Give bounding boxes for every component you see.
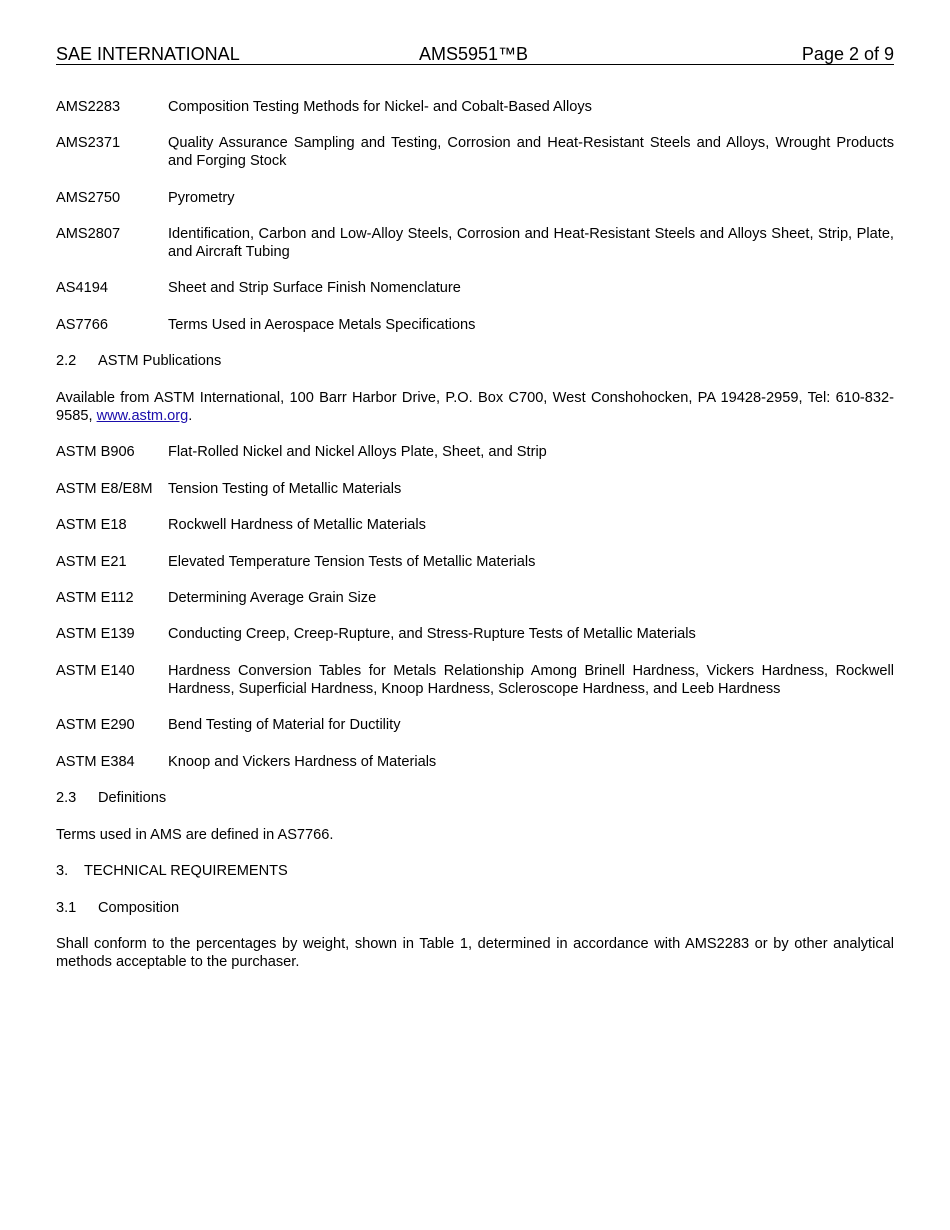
reference-title: Determining Average Grain Size: [168, 590, 377, 606]
reference-code: ASTM E140: [56, 663, 135, 679]
section-number: 3.1: [56, 900, 77, 916]
reference-code: AMS2750: [56, 190, 121, 206]
astm-website-link[interactable]: www.astm.org: [96, 408, 189, 424]
reference-title: Knoop and Vickers Hardness of Materials: [168, 754, 437, 770]
reference-title: Composition Testing Methods for Nickel- and Cobalt-Based Alloys: [168, 99, 592, 115]
header-page-number: Page 2 of 9: [801, 44, 894, 64]
reference-title: Hardness Conversion Tables for Metals Relationship Among Brinell Hardness, Vickers Hardness, Rockwell Hardness, Superficial Hardness, Knoop Hardness, Scleroscope Hardness, and Leeb Hardness: [168, 663, 894, 697]
header-organization: SAE INTERNATIONAL: [56, 44, 240, 64]
page-header: [56, 44, 894, 65]
reference-title: Tension Testing of Metallic Materials: [168, 481, 402, 497]
availability-text: Available from ASTM International, 100 Barr Harbor Drive, P.O. Box C700, West Conshohocken, PA 19428-2959, Tel: 610-832-9585,: [56, 390, 894, 424]
section-number: 2.2: [56, 353, 77, 369]
composition-paragraph: Shall conform to the percentages by weight, shown in Table 1, determined in accordance with AMS2283 or by other analytical methods acceptable to the purchaser.: [56, 936, 894, 970]
section-title: TECHNICAL REQUIREMENTS: [84, 863, 288, 879]
header-document-id: AMS5951™B: [419, 44, 529, 64]
reference-code: ASTM E384: [56, 754, 135, 770]
reference-code: ASTM E21: [56, 554, 127, 570]
section-heading-2-2: [56, 352, 221, 370]
reference-title: Rockwell Hardness of Metallic Materials: [168, 517, 426, 533]
reference-code: AS7766: [56, 317, 108, 333]
reference-code: ASTM E112: [56, 590, 134, 606]
reference-title: Bend Testing of Material for Ductility: [168, 717, 401, 733]
reference-title: Conducting Creep, Creep-Rupture, and Stress-Rupture Tests of Metallic Materials: [168, 626, 696, 642]
reference-code: AMS2807: [56, 226, 121, 242]
section-heading-2-3: [56, 789, 166, 807]
reference-code: ASTM E18: [56, 517, 127, 533]
section-title: Definitions: [98, 790, 167, 806]
reference-code: ASTM E8/E8M: [56, 481, 153, 497]
section-title: ASTM Publications: [98, 353, 222, 369]
reference-code: ASTM E139: [56, 626, 135, 642]
section-heading-3-1: [56, 899, 179, 917]
reference-title: Identification, Carbon and Low-Alloy Steels, Corrosion and Heat-Resistant Steels and Alloys Sheet, Strip, Plate, and Aircraft Tubing: [168, 226, 894, 260]
availability-punctuation: .: [188, 408, 193, 424]
reference-code: AS4194: [56, 280, 108, 296]
reference-title: Sheet and Strip Surface Finish Nomenclature: [168, 280, 461, 296]
section-heading-3: [56, 862, 288, 880]
reference-title: Pyrometry: [168, 190, 235, 206]
reference-code: AMS2283: [56, 99, 121, 115]
reference-code: AMS2371: [56, 135, 121, 151]
reference-title: Elevated Temperature Tension Tests of Metallic Materials: [168, 554, 536, 570]
definitions-paragraph: Terms used in AMS are defined in AS7766.: [56, 827, 334, 843]
reference-title: Terms Used in Aerospace Metals Specifications: [168, 317, 476, 333]
reference-code: ASTM B906: [56, 444, 135, 460]
reference-title: Quality Assurance Sampling and Testing, Corrosion and Heat-Resistant Steels and Alloys, Wrought Products and Forging Stock: [168, 135, 894, 169]
reference-title: Flat-Rolled Nickel and Nickel Alloys Plate, Sheet, and Strip: [168, 444, 547, 460]
section-number: 3.: [56, 863, 69, 879]
section-title: Composition: [98, 900, 180, 916]
reference-code: ASTM E290: [56, 717, 135, 733]
section-number: 2.3: [56, 790, 77, 806]
availability-paragraph: [56, 389, 894, 425]
